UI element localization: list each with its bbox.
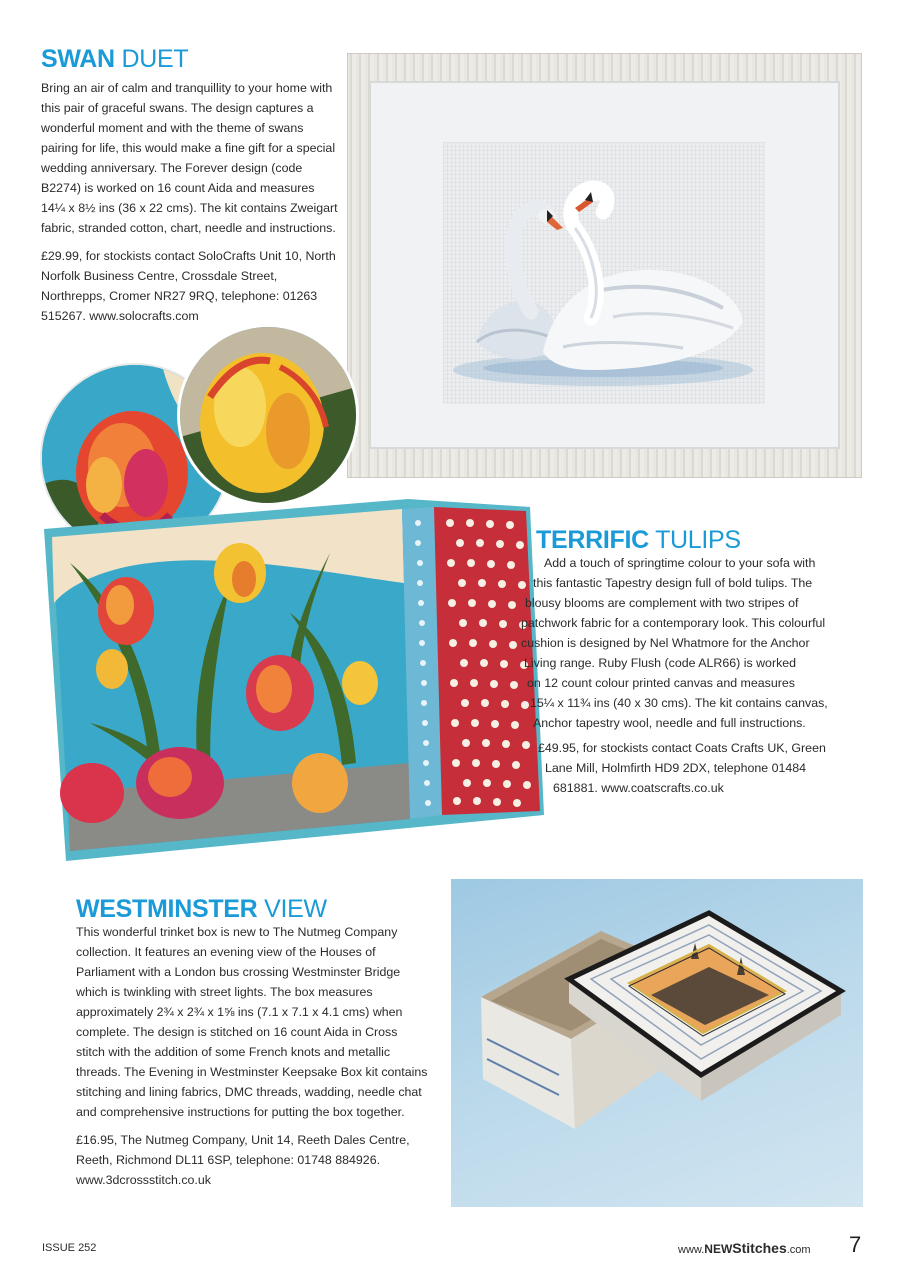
swan-cross-stitch-fabric — [443, 142, 765, 404]
tulip-cushion-illustration — [30, 493, 550, 868]
tulips-text-line: Lane Mill, Holmfirth HD9 2DX, telephone 01484 — [545, 761, 807, 775]
page-number: 7 — [849, 1232, 862, 1257]
westminster-view-text — [76, 922, 428, 1198]
tulips-text-line: cushion is designed by Nel Whatmore for the Anchor — [521, 636, 810, 650]
terrific-tulips-heading — [536, 526, 741, 554]
westminster-view-heading-light: VIEW — [257, 895, 327, 923]
website-brand-stitches: Stitches — [732, 1240, 787, 1256]
website-prefix: www. — [678, 1244, 705, 1256]
swan-duet-heading — [41, 45, 188, 73]
website-brand-new: NEW — [704, 1242, 733, 1256]
swan-duet-stockist: £29.99, for stockists contact SoloCrafts Unit 10, North Norfolk Business Centre, Crossdale Street, Northrepps, Cromer NR27 9RQ, telephone: 01263 515267. www.solocrafts.com — [41, 249, 336, 323]
trinket-box-illustration — [451, 879, 863, 1207]
tulips-text-line: on 12 count colour printed canvas and measures — [527, 676, 795, 690]
yellow-tulip-detail — [180, 327, 356, 503]
magazine-website — [678, 1240, 811, 1256]
swan-duet-description: Bring an air of calm and tranquillity to your home with this pair of graceful swans. The design captures a wonderful moment and with the theme of swans pairing for life, this would make a fine gift for a special wedding anniversary. The Forever design (code B2274) is worked on 16 count Aida and measures 14¼ x 8½ ins (36 x 22 cms). The kit contains Zweigart fabric, stranded cotton, chart, needle and instructions. — [41, 81, 338, 235]
tulips-text-line: patchwork fabric for a contemporary look. This colourful — [521, 616, 826, 630]
swan-duet-heading-bold: SWAN — [41, 45, 115, 73]
westminster-view-stockist: £16.95, The Nutmeg Company, Unit 14, Reeth Dales Centre, Reeth, Richmond DL11 6SP, telephone: 01748 884926. www.3dcrossstitch.co.uk — [76, 1133, 410, 1187]
terrific-tulips-heading-bold: TERRIFIC — [536, 526, 649, 554]
swan-pair-illustration — [443, 142, 765, 404]
tulips-text-line: 681881. www.coatscrafts.co.uk — [553, 781, 724, 795]
tulips-text-line: blousy blooms are complement with two stripes of — [525, 596, 799, 610]
westminster-view-heading — [76, 895, 327, 923]
tulips-text-line: Living range. Ruby Flush (code ALR66) is worked — [524, 656, 797, 670]
tulip-detail-circle-yellow — [180, 327, 356, 503]
tulips-text-line: this fantastic Tapestry design full of bold tulips. The — [533, 576, 813, 590]
swan-duet-text — [41, 78, 339, 334]
westminster-view-description: This wonderful trinket box is new to The Nutmeg Company collection. It features an evening view of the Houses of Parliament with a London bus crossing Westminster Bridge which is twinkling with street lights. The box measures approximately 2¾ x 2¾ x 1⅝ ins (7.1 x 7.1 x 4.1 cms) when complete. The design is stitched on 16 count Aida in Cross stitch with the addition of some French knots and metallic threads. The Evening in Westminster Keepsake Box kit contains stitching and lining fabrics, DMC threads, wadding, needle chat and comprehensive instructions for putting the box together. — [76, 925, 428, 1119]
westminster-trinket-box-photo — [451, 879, 863, 1207]
swan-duet-heading-light: DUET — [114, 45, 189, 73]
swan-framed-picture — [347, 53, 862, 478]
swan-picture-mat — [369, 81, 840, 449]
tulips-text-line: £49.95, for stockists contact Coats Crafts UK, Green — [538, 741, 826, 755]
website-suffix: .com — [786, 1244, 811, 1256]
issue-number: ISSUE 252 — [42, 1242, 97, 1254]
tulips-text-line: Add a touch of springtime colour to your sofa with — [544, 556, 816, 570]
westminster-view-heading-bold: WESTMINSTER — [76, 895, 258, 923]
tulip-cushion — [30, 493, 550, 868]
terrific-tulips-heading-light: TULIPS — [648, 526, 741, 554]
tulips-text-line: 15¼ x 11¾ ins (40 x 30 cms). The kit contains canvas, — [530, 696, 828, 710]
tulips-text-line: Anchor tapestry wool, needle and full instructions. — [533, 716, 806, 730]
